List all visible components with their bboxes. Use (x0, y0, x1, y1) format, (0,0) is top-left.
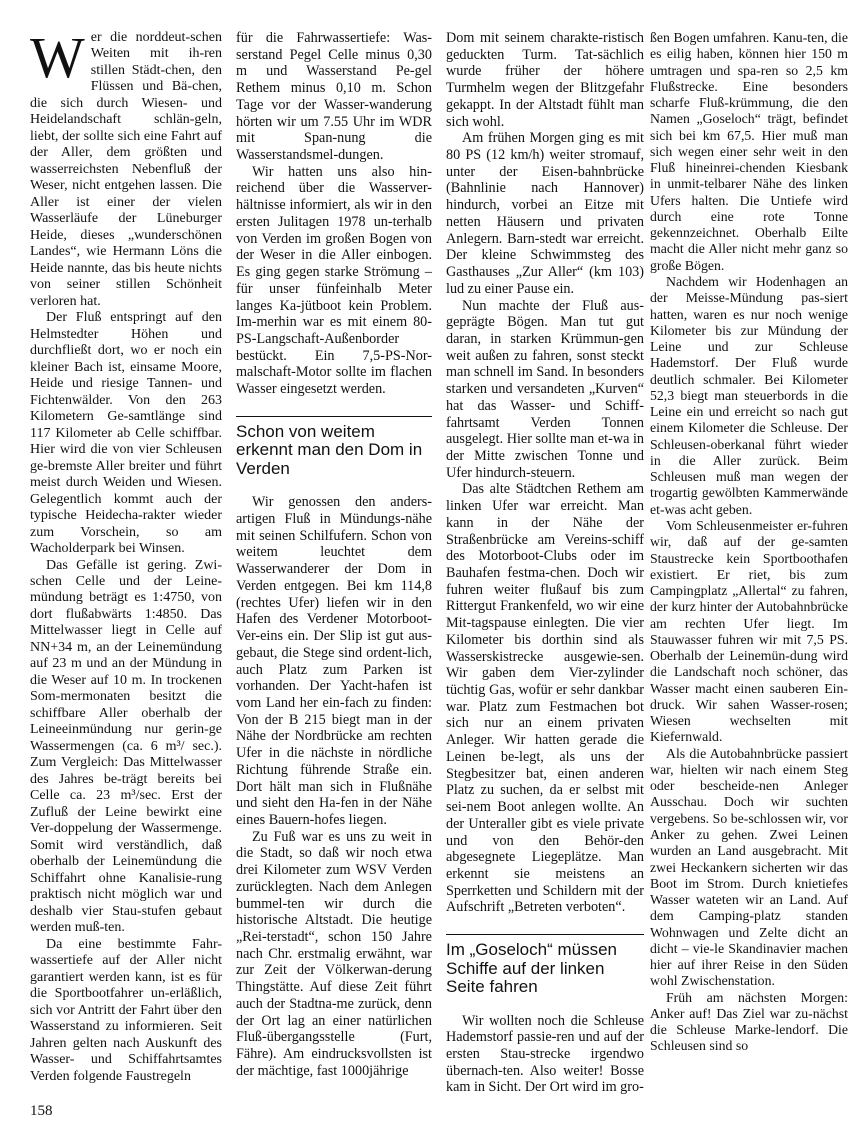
section-headline: Schon von weitem erkennt man den Dom in Verden (236, 416, 432, 485)
paragraph: Wir genossen den anders-artigen Fluß in Mündungs-nähe mit seinen Schilfufern. Schon von weitem leuchtet dem Wasserwanderer der Dom in Verden entgegen. Bei km 114,8 (rechtes Ufer) liefen wir in den Hafen des Verdener Motorboot-Ver-eins ein. Der Slip ist gut aus-gebaut, die Stege sind ordent-lich, auch Platz zum Parken ist vorhanden. Der Yacht-hafen ist vom Land her ein-fach zu finden: Von der B 215 biegt man in der Nähe der Nordbrücke am rechten Ufer in die nächste in nördliche Richtung führende Straße ein. Dort hält man sich in Flußnähe und sieht den Ha-fen in der Nähe eines Bauern-hofes liegen. (236, 494, 432, 828)
paragraph: Das Gefälle ist gering. Zwi-schen Celle und der Leine-mündung beträgt es 1:4750, von dort flußabwärts 1:4850. Das Mittelwasser liegt in Celle auf NN+34 m, an der Leinemündung auf 23 m und an der Mündung in die Weser auf 10 m. In trockenen Som-mermonaten besitzt die schiffbare Aller oberhalb der Leineeinmündung nur gerin-ge Wassermengen (ca. 6 m³/ sec.). Zum Vergleich: Das Mittelwasser des Jahres be-trägt bereits bei Celle ca. 23 m³/sec. Erst der Zufluß der Leine bewirkt eine Ver-doppelung der Wassermenge. Somit wird verständlich, daß oberhalb der Leinemündung die Schiffahrt ohne Kanalisie-rung praktisch nicht möglich war und deshalb vier Stau-stufen gebaut werden muß-ten. (30, 557, 222, 936)
paragraph: Am frühen Morgen ging es mit 80 PS (12 km/h) weiter stromauf, unter der Eisen-bahnbrücke (Bahnlinie nach Hannover) hindurch, vorbei an Eitze mit netten Häusern und privaten Anlegern. Barn-stedt war erreicht. Der kleine Schwimmsteg des Gasthauses „Zur Aller“ (km 103) lud zu einer Pause ein. (446, 130, 644, 297)
section-headline: Im „Goseloch“ müssen Schiffe auf der linken Seite fahren (446, 934, 644, 1003)
text-column-2 (236, 30, 432, 1079)
paragraph: Zu Fuß war es uns zu weit in die Stadt, so daß wir noch etwa drei Kilometer zum WSV Verden zurücklegten. Nach dem Anlegen bummel-ten wir durch die historische Altstadt. Die heutige „Rei-terstadt“, schon 150 Jahre nach Chr. erstmalig erwähnt, war zur Zeit der Völkerwan-derung Thingstätte. Auf diese Zeit führt auch der Stadtna-me zurück, denn der Ort lag an einer natürlichen Fluß-übergangsstelle (Furt, Fähre). Am eindrucksvollsten ist der mächtige, fast 1000jährige (236, 828, 432, 1079)
paragraph: Wir hatten uns also hin-reichend über die Wasserver-hältnisse informiert, als wir in den ersten Julitagen 1978 un-terhalb von Verden im großen Bogen von der Weser in die Aller einbogen. Es ging gegen starke Strömung – für unser fünfeinhalb Meter langes Ka-jütboot kein Problem. Im-merhin war es mit einem 80-PS-Langschaft-Außenborder bestückt. Ein 7,5-PS-Nor-malschaft-Motor sollte im flachen Wasser eingesetzt werden. (236, 163, 432, 398)
paragraph: er die norddeut-schen Weiten mit ih-ren stillen Städt-chen, den Flüssen und Bä-chen, die sich durch Wiesen- und Heidelandschaft schlän-geln, liebt, der sollte sich eine Fahrt auf der Aller, dem größten und wasserreichsten Nebenfluß der Weser, nicht entgehen lassen. Die Aller ist einer der vielen Wasserläufe der Lüneburger Heide, dieses „wunderschönen Landes“, wie Hermann Löns die Heide nannte, das bis heute nichts von seiner stillen Schönheit verloren hat. (30, 30, 222, 309)
paragraph: Dom mit seinem charakte-ristisch geduckten Turm. Tat-sächlich wurde früher der höhere Turmhelm wegen der Blitzgefahr gekappt. In der Altstadt fühlt man sich wohl. (446, 30, 644, 130)
page-number: 158 (30, 1103, 53, 1119)
text-column-3 (446, 30, 644, 1096)
paragraph: Da eine bestimmte Fahr-wassertiefe auf der Aller nicht garantiert werden kann, ist es für die Sportbootfahrer un-erläßlich, sich vor Antritt der Fahrt über den Wasserstand zu informieren. Seit Jahren gelten nach Auskunft des Wasser- und Schiffahrtsamtes Verden folgende Faustregeln (30, 936, 222, 1084)
paragraph: für die Fahrwassertiefe: Was-serstand Pegel Celle minus 0,30 m und Wasserstand Pe-gel Rethem minus 0,10 m. Schon Tage vor der Wasser-wanderung hörten wir um 7.55 Uhr im WDR mit Span-nung die Wasserstandsmel-dungen. (236, 30, 432, 164)
text-column-4 (650, 30, 848, 1055)
paragraph: Wir wollten noch die Schleuse Hademstorf passie-ren und auf der ersten Stau-strecke irgendwo übernach-ten. Also weiter! Bosse kam in Sicht. Der Ort wird im gro- (446, 1012, 644, 1096)
paragraph: Das alte Städtchen Rethem am linken Ufer war erreicht. Man kann in der Nähe der Straßenbrücke am Vereins-schiff des Motorboot-Clubs oder im Bauhafen festma-chen. Doch wir fuhren weiter flußauf bis zum Rittergut Frankenfeld, wo wir eine Mit-tagspause einlegten. Die vier Kilometer bis dorthin sind als Wasserskistrecke ausgewie-sen. Wir gaben dem Vier-zylinder tüchtig Gas, wofür er sehr dankbar war. Platz zum Festmachen bot sich nur an einem privaten Anleger. Wir hatten gerade die Leinen be-legt, als uns der Stegbesitzer bat, einen anderen Platz zu suchen, da er selbst mit sei-nem Boot anlegen wollte. An der Unteraller gibt es viele private und von den Behör-den abgesegnete Liegeplätze. Man erkennt sie meistens an Sperrketten und Schildern mit der Aufschrift „Betreten verboten“. (446, 481, 644, 916)
paragraph: Vom Schleusenmeister er-fuhren wir, daß auf der ge-samten Staustrecke kein Sportboothafen existiert. Er riet, bis zum Campingplatz „Allertal“ zu fahren, der kurz hinter der Autobahnbrücke am rechten Ufer liegt. Im Stauwasser fuhren wir mit 7,5 PS. Oberhalb der Leinemün-dung wird die Landschaft noch schöner, das Wasser macht einen sauberen Ein-druck. Wir sahen Wasser-rosen; Wiesen wechselten mit Kiefernwald. (650, 517, 848, 745)
text-column-1 (30, 25, 222, 1085)
paragraph: Als die Autobahnbrücke passiert war, hielten wir nach einem Steg oder bescheide-nen Anleger Ausschau. Doch wir suchten vergebens. So be-schlossen wir, vor Anker zu gehen. Zwei Leinen wurden an Land ausgebracht. Mit zwei Heckankern sicherten wir das Boot im Strom. Durch knietiefes Wasser wateten wir an Land. Auf dem Camping-platz standen Wohnwagen und Zelte dicht an dicht – vie-le Skandinavier machen hier auf ihrer Reise in den Süden wohl Zwischenstation. (650, 745, 848, 989)
paragraph: Nun machte der Fluß aus-geprägte Bögen. Man tut gut daran, in starken Krümmun-gen weit außen zu fahren, sonst steckt man schnell im Sand. In besonders starken und versandeten „Kurven“ hat das Wasser- und Schiff-fahrtsamt Verden Tonnen ausgelegt. Hier sollte man et-wa in der Mitte zwischen Tonne und Ufer hindurch-steuern. (446, 297, 644, 481)
paragraph: Früh am nächsten Morgen: Anker auf! Das Ziel war zu-nächst die Schleuse Marke-lendorf. Die Schleusen sind so (650, 989, 848, 1054)
paragraph: Nachdem wir Hodenhagen an der Meisse-Mündung pas-siert hatten, waren es nur noch wenige Kilometer bis zur Mündung der Leine und zur Schleuse Hademstorf. Der Fluß wurde deutlich schmaler. Bei Kilometer 52,3 biegt man steuerbords in die Leine ein und erreicht so nach gut einem Kilometer die Schleuse. Der Schleusen-oberkanal führt wieder in die Aller zurück. Beim Schleusen muß man wegen der trogartig gewölbten Kammerwände et-was acht geben. (650, 273, 848, 517)
paragraph: Der Fluß entspringt auf den Helmstedter Höhen und durchfließt dort, wo er noch ein kleiner Bach ist, einsame Moore, Heide und riesige Tannen- und Fichtenwälder. Von den 263 Kilometern Ge-samtlänge sind 117 Kilometer ab Celle schiffbar. Hier wird die von vier Schleusen ge-bremste Aller breiter und führt meist durch Weiden und Wiesen. Gelegentlich kommt auch der typische Heidecha-rakter wieder zum Vorschein, so am Wacholderpark bei Winsen. (30, 310, 222, 557)
paragraph: ßen Bogen umfahren. Kanu-ten, die es eilig haben, können hier 150 m umtragen und spa-ren so 2,5 km Flußstrecke. Eine besonders scharfe Fluß-krümmung, die den Namen „Goseloch“ trägt, befindet sich bei km 67,5. Hier muß man sich wegen einer sehr weit in den Fluß hineinrei-chenden Kiesbank in unmit-telbarer Nähe des linken Ufers halten. Die Untiefe wird durch eine rote Tonne gekennzeichnet. Oberhalb Eilte macht die Aller nicht mehr ganz so große Bögen. (650, 30, 848, 273)
drop-cap: W (30, 25, 85, 90)
